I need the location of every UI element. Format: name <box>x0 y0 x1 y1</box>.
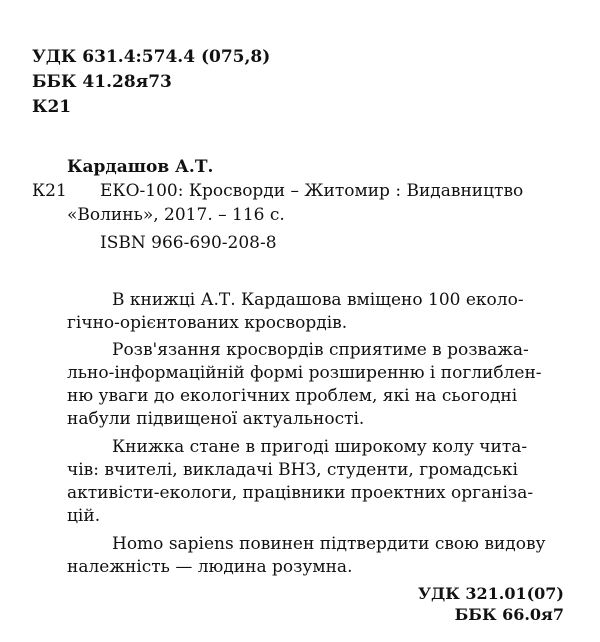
annotation-p2-line-4: набули підвищеної актуальності. <box>67 409 365 429</box>
record-author: Кардашов А.Т. <box>67 157 214 177</box>
annotation-p3-line-3: активісти-екологи, працівники проектних організа- <box>67 483 534 503</box>
annotation-p3-line-2: чів: вчителі, викладачі ВНЗ, студенти, громадські <box>67 460 518 480</box>
annotation-p3-line-1: Книжка стане в пригоді широкому колу чита- <box>112 437 528 457</box>
udk-code: УДК 631.4:574.4 (075,8) <box>32 47 271 67</box>
annotation-p2-line-1: Розв'язання кросвордів сприятиме в розважа- <box>112 340 529 360</box>
record-title-line-1: ЕКО-100: Кросворди – Житомир : Видавництво <box>100 181 524 201</box>
annotation-p4-line-2: належність — людина розумна. <box>67 557 353 577</box>
author-sign-code: К21 <box>32 97 72 117</box>
annotation-p1-line-1: В книжці А.Т. Кардашова вміщено 100 еколо- <box>112 290 524 310</box>
annotation-p3-line-4: цій. <box>67 506 101 526</box>
footer-bbk-code: ББК 66.0я7 <box>454 605 564 624</box>
footer-udk-code: УДК 321.01(07) <box>418 584 564 603</box>
bbk-code: ББК 41.28я73 <box>32 72 172 92</box>
record-title-line-2: «Волинь», 2017. – 116 с. <box>67 205 285 225</box>
record-isbn: ISBN 966-690-208-8 <box>100 233 277 253</box>
annotation-p2-line-3: ню уваги до екологічних проблем, які на сьогодні <box>67 386 518 406</box>
annotation-p4-line-1: Homo sapiens повинен підтвердити свою видову <box>112 534 546 554</box>
record-code: К21 <box>32 181 67 201</box>
annotation-p2-line-2: льно-інформаційній формі розширенню і поглиблен- <box>67 363 542 383</box>
annotation-p1-line-2: гічно-орієнтованих кросвордів. <box>67 313 348 333</box>
